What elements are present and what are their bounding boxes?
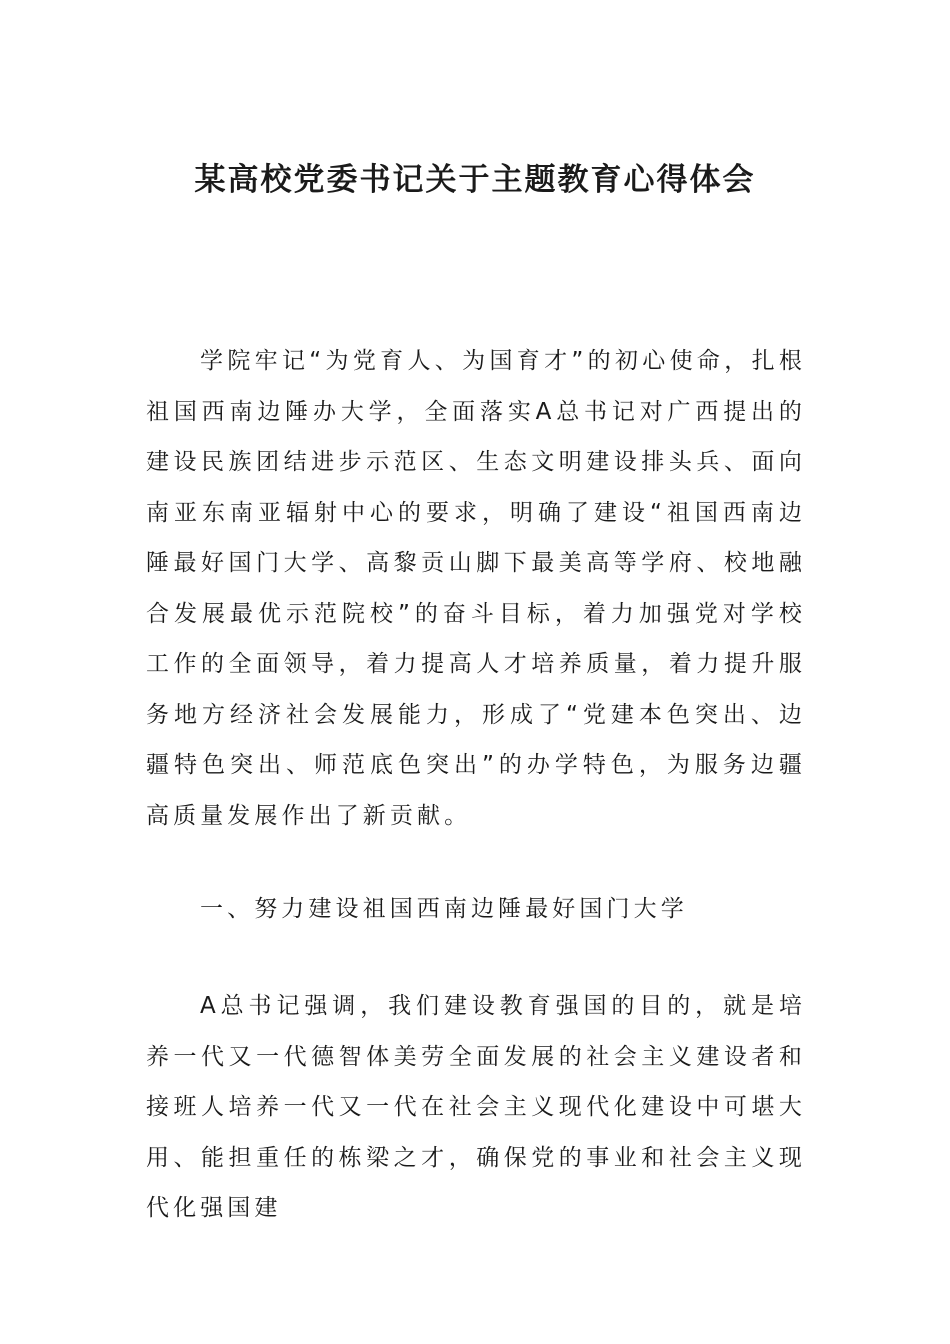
section-heading: 一、努力建设祖国西南边陲最好国门大学 xyxy=(200,896,688,922)
section-paragraph: A总书记强调，我们建设教育强国的目的，就是培养一代又一代德智体美劳全面发展的社会主义建设者和接班人培养一代又一代在社会主义现代化建设中可堪大用、能担重任的栋梁之才，确保党的事业和社会主义现代化强国建 xyxy=(146,993,806,1221)
document-title: 某高校党委书记关于主题教育心得体会 xyxy=(194,162,756,198)
intro-paragraph: 学院牢记“为党育人、为国育才”的初心使命，扎根祖国西南边陲办大学，全面落实A总书记对广西提出的建设民族团结进步示范区、生态文明建设排头兵、面向南亚东南亚辐射中心的要求，明确了建设“祖国西南边陲最好国门大学、高黎贡山脚下最美高等学府、校地融合发展最优示范院校”的奋斗目标，着力加强党对学校工作的全面领导，着力提高人才培养质量，着力提升服务地方经济社会发展能力，形成了“党建本色突出、边疆特色突出、师范底色突出”的办学特色，为服务边疆高质量发展作出了新贡献。 xyxy=(146,348,806,829)
